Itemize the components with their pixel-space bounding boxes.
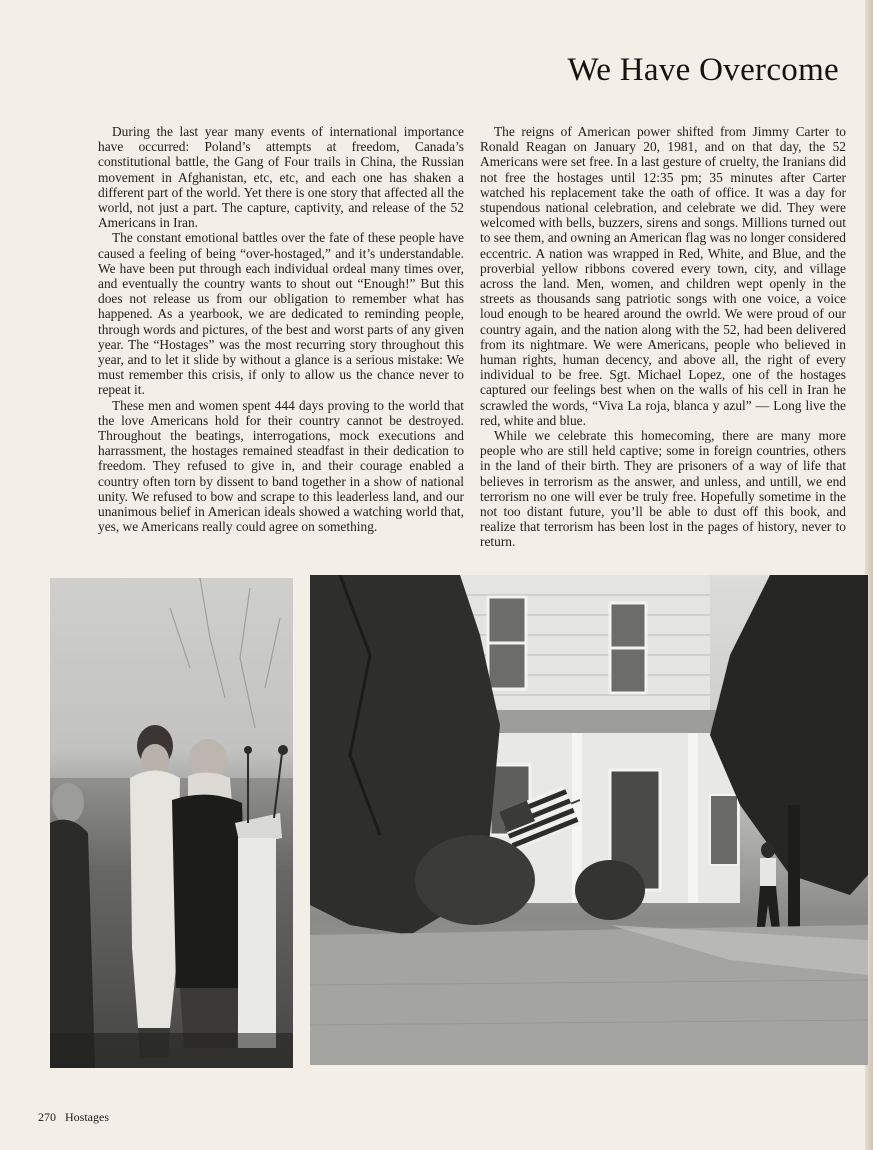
- article-paragraph: During the last year many events of international importance have occurred: Poland’s attempts at freedom, Canada’s constitutional battle, the Gang of Four trails in China, the Russian movement in Afghanistan, etc, etc, and each one has shaken a different part of the world. Yet there is one story that affected all the world, not just a part. The capture, captivity, and release of the 52 Americans in Iran.: [98, 124, 464, 231]
- house-photo-art: [310, 575, 868, 1065]
- article-paragraph: The reigns of American power shifted from Jimmy Carter to Ronald Reagan on January 20, 1981, and on that day, the 52 Americans were set free. In a last gesture of cruelty, the Iranians did not free the hostages until 12:35 pm; 35 minutes after Carter watched his replacement take the oath of office. It was a day for stupendous national celebration, and celebrate we did. They were welcomed with bells, buzzers, sirens and songs. Millions turned out to see them, and owning an American flag was no longer considered eccentric. A nation was wrapped in Red, White, and Blue, and the proverbial yellow ribbons covered every town, city, and village across the land. Men, women, and children wept openly in the streets as thousands sang patriotic songs with one voice, a voice loud enough to be heared around the owrld. We were proud of our country again, and the nation along with the 52, had been delivered from its nightmare. We were Americans, people who believed in human rights, human decency, and above all, the right of every individual to be free. Sgt. Michael Lopez, one of the hostages captured our feelings best when on the walls of his cell in Iran he scrawled the words, “Viva La roja, blanca y azul” — Long live the red, white and blue.: [480, 124, 846, 428]
- article-paragraph: While we celebrate this homecoming, there are many more people who are still held captive; some in foreign countries, others in the land of their birth. They are prisoners of a way of life that believes in terrorism as the answer, and unless, and untill, we end terrorism no one will ever be truly free. Hopefully sometime in the not too distant future, you’ll be able to dust off this book, and realize that terrorism has been lost in the pages of history, never to return.: [480, 428, 846, 550]
- article-paragraph: The constant emotional battles over the fate of these people have caused a feeling of being “over-hostaged,” and it’s understandable. We have been put through each individual ordeal many times over, and eventually the country wants to shout out “Enough!” But this does not release us from our obligation to remember what has happened. As a yearbook, we are dedicated to reminding people, through words and pictures, of the best and worst parts of any given year. The “Hostages” was the most recurring story throughout this year, and to let it slide by without a glance is a serious mistake: We must remember this crisis, if only to allow us the chance never to repeat it.: [98, 230, 464, 398]
- page-footer: [38, 1110, 109, 1125]
- article-right-column: [480, 124, 846, 550]
- article-left-column: [98, 124, 464, 534]
- rally-photo-art: [50, 578, 293, 1068]
- house-photo: [310, 575, 868, 1065]
- page-number: 270: [38, 1110, 56, 1124]
- page-title: We Have Overcome: [567, 52, 839, 88]
- rally-photo: [50, 578, 293, 1068]
- article-paragraph: These men and women spent 444 days proving to the world that the love Americans hold for their country cannot be destroyed. Throughout the beatings, interrogations, mock executions and harrassment, the hostages remained steadfast in their dedication to freedom. They refused to give in, and their courage enabled a country often torn by dissent to band together in a show of national unity. We refused to bow and scrape to this leaderless land, and our unanimous belief in American ideals showed a watching world that, yes, we Americans really could agree on something.: [98, 397, 464, 535]
- section-name: Hostages: [65, 1110, 109, 1124]
